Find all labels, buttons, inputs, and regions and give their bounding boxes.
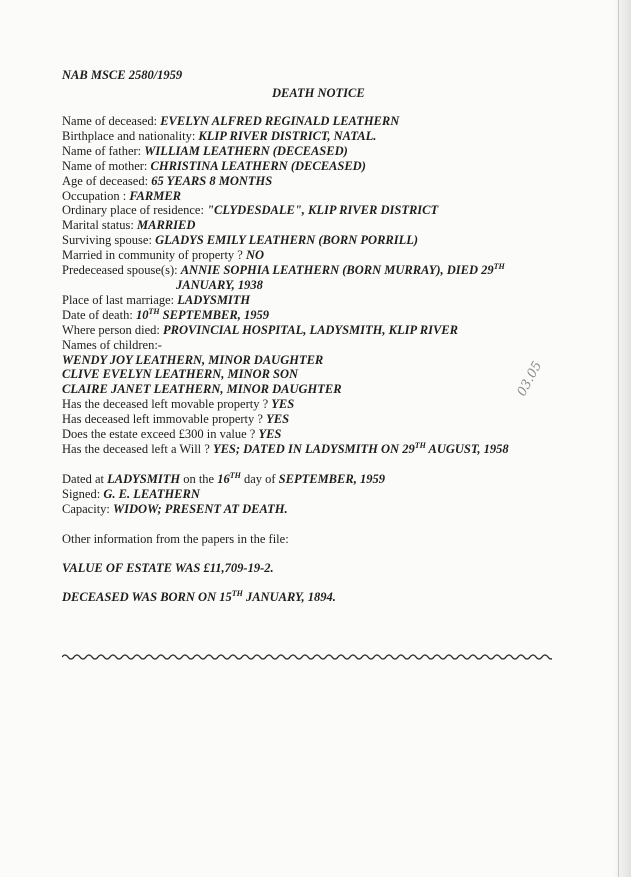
field-value: KLIP RIVER DISTRICT, NATAL. — [198, 128, 377, 143]
field-value: ANNIE SOPHIA LEATHERN (BORN MURRAY), DIED 29TH — [180, 261, 505, 278]
field-label: Place of last marriage: — [62, 292, 175, 307]
field-label: Occupation : — [62, 188, 127, 203]
page-edge-shadow — [613, 0, 631, 877]
signed-line: Signed: G. E. LEATHERN — [62, 487, 200, 501]
field-value: 10TH SEPTEMBER, 1959 — [135, 306, 269, 322]
field-date-of-death — [62, 308, 582, 323]
field-deceased — [62, 114, 582, 129]
field-children-label: Names of children:- — [62, 337, 162, 352]
field-marriage-place — [62, 293, 582, 308]
dated-line: Dated at LADYSMITH on the 16TH day of SEPTEMBER, 1959 — [62, 470, 385, 486]
field-label: Has the deceased left movable property ? — [62, 397, 269, 412]
field-surviving-spouse — [62, 233, 582, 248]
field-label: Age of deceased: — [62, 173, 149, 188]
field-value: 65 YEARS 8 MONTHS — [151, 173, 273, 188]
field-label: Marital status: — [62, 218, 134, 233]
estate-value-note: VALUE OF ESTATE WAS £11,709-19-2. — [62, 561, 274, 575]
field-value: WILLIAM LEATHERN (DECEASED) — [144, 143, 348, 158]
field-value: YES — [271, 397, 295, 412]
field-community-property — [62, 248, 582, 263]
field-value: YES — [266, 412, 290, 427]
field-value: MARRIED — [137, 218, 196, 233]
capacity-line: Capacity: WIDOW; PRESENT AT DEATH. — [62, 502, 288, 516]
field-value: NO — [245, 248, 265, 263]
field-father — [62, 144, 582, 159]
field-place-of-death — [62, 323, 582, 338]
field-predeceased-spouse — [62, 263, 582, 278]
field-mother — [62, 159, 582, 174]
document-title: DEATH NOTICE — [272, 86, 365, 100]
svg-text:03.05: 03.05 — [514, 359, 546, 399]
field-value: YES — [258, 427, 282, 442]
field-estate-exceed — [62, 427, 582, 442]
field-label: Has the deceased left a Will ? — [62, 441, 210, 456]
field-label: Name of father: — [62, 143, 142, 158]
wavy-separator-line — [62, 651, 552, 663]
field-label: Where person died: — [62, 322, 160, 337]
other-info-intro: Other information from the papers in the file: — [62, 532, 289, 546]
field-residence — [62, 203, 582, 218]
field-value: GLADYS EMILY LEATHERN (BORN PORRILL) — [155, 233, 419, 248]
field-label: Does the estate exceed £300 in value ? — [62, 427, 256, 442]
field-label: Ordinary place of residence: — [62, 203, 204, 218]
child-entry: CLIVE EVELYN LEATHERN, MINOR SON — [62, 367, 299, 382]
field-label: Surviving spouse: — [62, 233, 152, 248]
field-value: YES; DATED IN LADYSMITH ON 29TH AUGUST, 1958 — [212, 440, 509, 456]
field-age — [62, 174, 582, 189]
child-entry: CLAIRE JANET LEATHERN, MINOR DAUGHTER — [62, 382, 342, 397]
field-value: CHRISTINA LEATHERN (DECEASED) — [150, 158, 366, 173]
field-marital-status — [62, 218, 582, 233]
archive-reference: NAB MSCE 2580/1959 — [62, 68, 183, 82]
field-label: Married in community of property ? — [62, 248, 243, 263]
field-will — [62, 442, 582, 457]
field-label: Name of deceased: — [62, 114, 158, 128]
handwritten-annotation — [500, 348, 550, 408]
field-predeceased-spouse-cont — [62, 278, 582, 293]
field-value: LADYSMITH — [177, 292, 251, 307]
field-label: Has deceased left immovable property ? — [62, 412, 263, 427]
birth-date-note: DECEASED WAS BORN ON 15TH JANUARY, 1894. — [62, 588, 336, 604]
field-label: Date of death: — [62, 307, 133, 322]
field-value: JANUARY, 1938 — [176, 277, 263, 292]
child-entry: WENDY JOY LEATHERN, MINOR DAUGHTER — [62, 352, 324, 367]
field-label: Name of mother: — [62, 158, 148, 173]
page-edge-line — [618, 0, 619, 877]
field-immovable-property — [62, 412, 582, 427]
field-label: Birthplace and nationality: — [62, 128, 196, 143]
field-value: EVELYN ALFRED REGINALD LEATHERN — [160, 114, 400, 128]
field-occupation — [62, 189, 582, 204]
field-birthplace — [62, 129, 582, 144]
signature-block — [62, 472, 385, 517]
field-label: Predeceased spouse(s): — [62, 263, 178, 278]
field-value: "CLYDESDALE", KLIP RIVER DISTRICT — [207, 203, 439, 218]
field-value: FARMER — [129, 188, 181, 203]
field-value: PROVINCIAL HOSPITAL, LADYSMITH, KLIP RIVER — [163, 322, 458, 337]
